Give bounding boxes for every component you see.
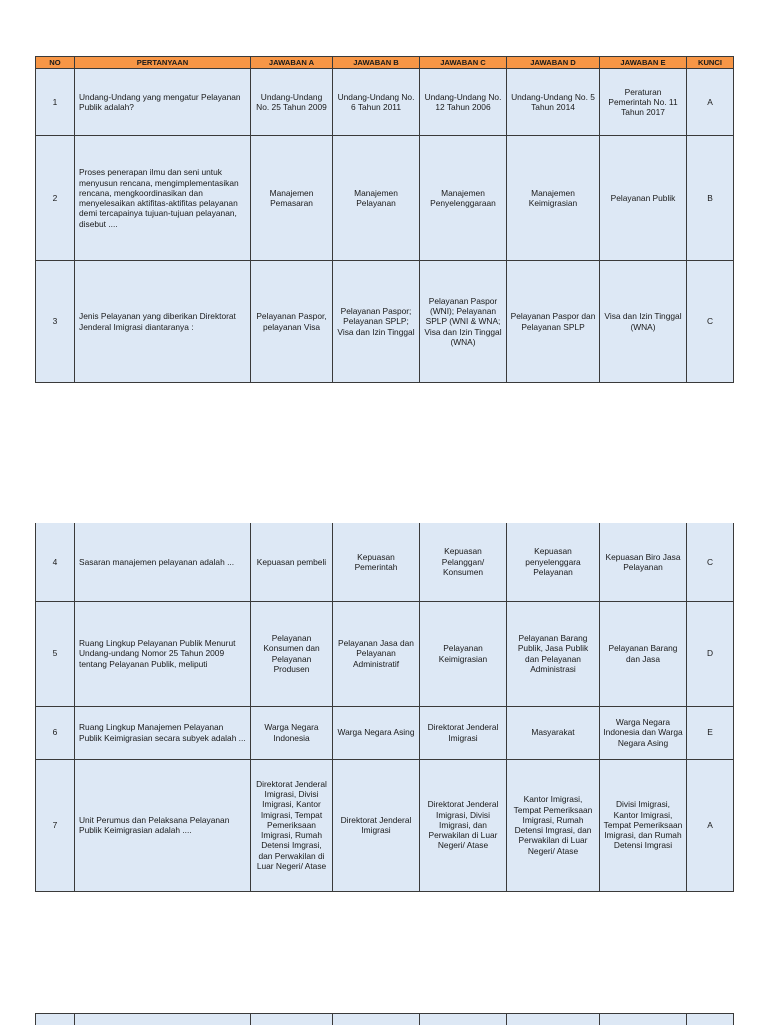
table-row [36,706,734,759]
answer-a: Pelayanan Paspor, pelayanan Visa [251,261,333,383]
header-jawaban-b: JAWABAN B [333,57,420,69]
empty-cell [36,1014,75,1025]
question-table-page-3 [35,1013,734,1025]
answer-d: Kepuasan penyelenggara Pelayanan [507,523,600,601]
answer-key: C [687,261,734,383]
answer-b: Manajemen Pelayanan [333,136,420,261]
empty-cell [420,1014,507,1025]
header-pertanyaan: PERTANYAAN [75,57,251,69]
row-number: 5 [36,601,75,706]
answer-b: Kepuasan Pemerintah [333,523,420,601]
question-text: Unit Perumus dan Pelaksana Pelayanan Publik Keimigrasian adalah .... [75,759,251,891]
answer-c: Manajemen Penyelenggaraan [420,136,507,261]
table-row [36,601,734,706]
answer-key: C [687,523,734,601]
answer-key: D [687,601,734,706]
question-table-page-1 [35,56,734,383]
answer-e: Warga Negara Indonesia dan Warga Negara Asing [600,706,687,759]
answer-c: Undang-Undang No. 12 Tahun 2006 [420,69,507,136]
answer-e: Pelayanan Publik [600,136,687,261]
question-text: Jenis Pelayanan yang diberikan Direktorat Jenderal Imigrasi diantaranya : [75,261,251,383]
answer-a: Direktorat Jenderal Imigrasi, Divisi Imigrasi, Kantor Imigrasi, Tempat Pemeriksaan Imigrasi, Rumah Detensi Imgrasi, dan Perwakilan di Luar Negeri/ Atase [251,759,333,891]
header-jawaban-a: JAWABAN A [251,57,333,69]
answer-a: Kepuasan pembeli [251,523,333,601]
answer-key: E [687,706,734,759]
empty-cell [687,1014,734,1025]
answer-a: Pelayanan Konsumen dan Pelayanan Produsen [251,601,333,706]
answer-e: Pelayanan Barang dan Jasa [600,601,687,706]
answer-d: Pelayanan Paspor dan Pelayanan SPLP [507,261,600,383]
empty-cell [507,1014,600,1025]
header-no: NO [36,57,75,69]
header-jawaban-d: JAWABAN D [507,57,600,69]
table-row [36,759,734,891]
question-text: Sasaran manajemen pelayanan adalah ... [75,523,251,601]
table-row [36,1014,734,1025]
answer-e: Kepuasan Biro Jasa Pelayanan [600,523,687,601]
question-table-page-2 [35,523,734,892]
answer-key: A [687,69,734,136]
answer-b: Pelayanan Paspor; Pelayanan SPLP; Visa dan Izin Tinggal [333,261,420,383]
row-number: 4 [36,523,75,601]
answer-a: Warga Negara Indonesia [251,706,333,759]
empty-cell [251,1014,333,1025]
answer-b: Undang-Undang No. 6 Tahun 2011 [333,69,420,136]
answer-b: Direktorat Jenderal Imigrasi [333,759,420,891]
empty-cell [75,1014,251,1025]
row-number: 2 [36,136,75,261]
answer-c: Direktorat Jenderal Imigrasi, Divisi Imigrasi, dan Perwakilan di Luar Negeri/ Atase [420,759,507,891]
answer-c: Direktorat Jenderal Imigrasi [420,706,507,759]
header-row [36,57,734,69]
question-text: Undang-Undang yang mengatur Pelayanan Publik adalah? [75,69,251,136]
answer-c: Pelayanan Paspor (WNI); Pelayanan SPLP (WNI & WNA; Visa dan Izin Tinggal (WNA) [420,261,507,383]
question-text: Ruang Lingkup Pelayanan Publik Menurut Undang-undang Nomor 25 Tahun 2009 tentang Pelayanan Publik, meliputi [75,601,251,706]
answer-c: Pelayanan Keimigrasian [420,601,507,706]
answer-d: Undang-Undang No. 5 Tahun 2014 [507,69,600,136]
row-number: 1 [36,69,75,136]
answer-d: Manajemen Keimigrasian [507,136,600,261]
answer-d: Kantor Imigrasi, Tempat Pemeriksaan Imigrasi, Rumah Detensi Imgrasi, dan Perwakilan di Luar Negeri/ Atase [507,759,600,891]
question-text: Ruang Lingkup Manajemen Pelayanan Publik Keimigrasian secara subyek adalah ... [75,706,251,759]
answer-e: Peraturan Pemerintah No. 11 Tahun 2017 [600,69,687,136]
table-row [36,261,734,383]
row-number: 3 [36,261,75,383]
answer-e: Divisi Imigrasi, Kantor Imigrasi, Tempat Pemeriksaan Imigrasi, dan Rumah Detensi Imgrasi [600,759,687,891]
answer-a: Undang-Undang No. 25 Tahun 2009 [251,69,333,136]
answer-key: B [687,136,734,261]
answer-d: Masyarakat [507,706,600,759]
empty-cell [333,1014,420,1025]
answer-e: Visa dan Izin Tinggal (WNA) [600,261,687,383]
header-jawaban-c: JAWABAN C [420,57,507,69]
header-kunci: KUNCI [687,57,734,69]
answer-c: Kepuasan Pelanggan/ Konsumen [420,523,507,601]
answer-d: Pelayanan Barang Publik, Jasa Publik dan Pelayanan Administrasi [507,601,600,706]
answer-a: Manajemen Pemasaran [251,136,333,261]
header-jawaban-e: JAWABAN E [600,57,687,69]
answer-b: Pelayanan Jasa dan Pelayanan Administratif [333,601,420,706]
answer-key: A [687,759,734,891]
table-row [36,69,734,136]
answer-b: Warga Negara Asing [333,706,420,759]
question-text: Proses penerapan ilmu dan seni untuk menyusun rencana, mengimplementasikan rencana, mengkoordinasikan dan menyelesaikan aktifitas-aktifitas pelayanan demi tercapainya tujuan-tujuan pelayanan, disebut .... [75,136,251,261]
empty-cell [600,1014,687,1025]
table-row [36,523,734,601]
table-row [36,136,734,261]
row-number: 7 [36,759,75,891]
row-number: 6 [36,706,75,759]
